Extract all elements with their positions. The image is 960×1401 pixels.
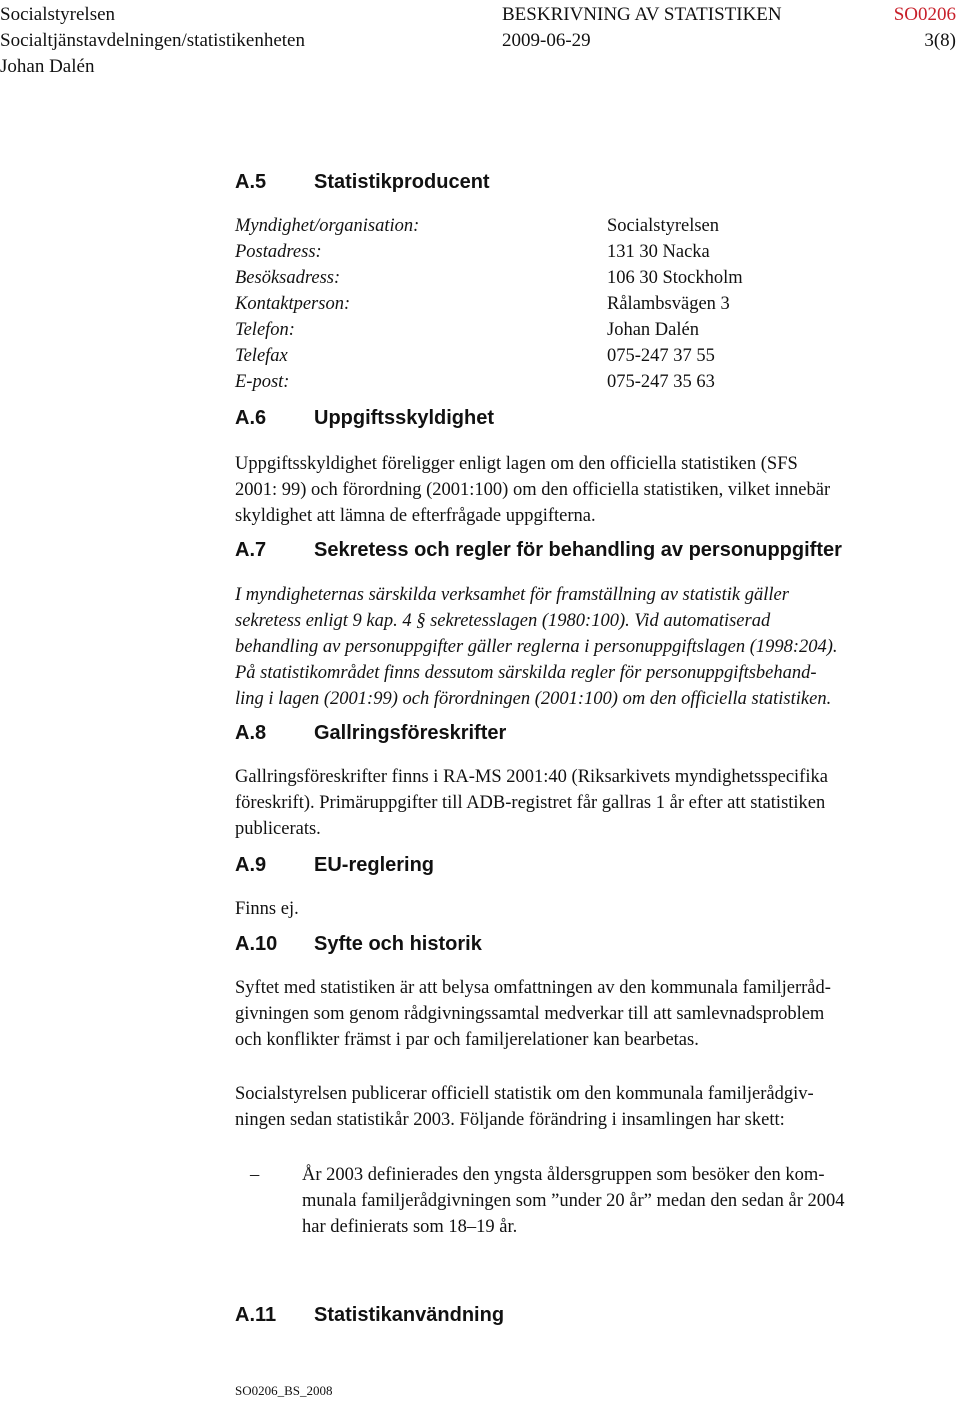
text-line: Syftet med statistiken är att belysa omfattningen av den kommunala familjerråd- (235, 978, 831, 998)
section-body-a9: Finns ej. (235, 899, 299, 919)
text-line: År 2003 definierades den yngsta åldersgruppen som besöker den kom- (302, 1165, 825, 1185)
section-title-a7: Sekretess och regler för behandling av personuppgifter (314, 539, 842, 561)
section-title-a6: Uppgiftsskyldighet (314, 407, 495, 429)
section-title-a9: EU-reglering (314, 854, 435, 876)
section-title-a5: Statistikproducent (314, 171, 490, 193)
text-line-part: sekretess enligt 9 kap. 4 § sekretesslagen (1980:100). (235, 611, 630, 631)
header-author: Johan Dalén (0, 56, 95, 77)
section-number-a9: A.9 (235, 854, 267, 876)
contact-label: E-post: (235, 372, 290, 392)
header-date: 2009-06-29 (502, 30, 591, 51)
footer-code: SO0206_BS_2008 (235, 1383, 333, 1398)
contact-value: Johan Dalén (607, 320, 699, 340)
header-page: 3(8) (924, 30, 956, 51)
text-line: I myndigheternas särskilda verksamhet för framställning av statistik gäller (235, 585, 789, 605)
bullet-item (302, 1162, 950, 1240)
text-line: föreskrift). Primäruppgifter till ADB-registret får gallras 1 år efter att statistiken (235, 793, 826, 813)
text-line: publicerats. (235, 819, 321, 839)
text-line: har definierats som 18–19 år. (302, 1217, 518, 1237)
section-number-a5: A.5 (235, 171, 267, 193)
text-line: ningen sedan statistikår 2003. Följande förändring i insamlingen har skett: (235, 1110, 785, 1130)
header-doc-type: BESKRIVNING AV STATISTIKEN (502, 4, 782, 25)
text-line: Gallringsföreskrifter finns i RA-MS 2001:40 (Riksarkivets myndighetsspecifika (235, 767, 828, 787)
section-number-a11: A.11 (235, 1304, 277, 1326)
text-line: skyldighet att lämna de efterfrågade uppgifterna. (235, 506, 596, 526)
text-line: Uppgiftsskyldighet föreligger enligt lagen om den officiella statistiken (SFS (235, 454, 798, 474)
text-line: och konflikter främst i par och familjerelationer kan bearbetas. (235, 1030, 699, 1050)
contact-label: Kontaktperson: (235, 294, 351, 314)
text-line: 2001: 99) och förordning (2001:100) om den officiella statistiken, vilket innebär (235, 480, 831, 500)
contact-value: Socialstyrelsen (607, 216, 720, 236)
text-line (235, 608, 945, 634)
section-body-a10-para1 (235, 975, 945, 1053)
section-number-a7: A.7 (235, 539, 267, 561)
section-body-a6 (235, 451, 945, 529)
header-unit: Socialtjänstavdelningen/statistikenheten (0, 30, 305, 51)
text-line: givningen som genom rådgivningssamtal medverkar till att samlevnadsproblem (235, 1004, 825, 1024)
header-doc-code: SO0206 (893, 4, 956, 25)
contact-label: Myndighet/organisation: (235, 216, 420, 236)
text-line: På statistikområdet finns dessutom särskilda regler för personuppgiftsbehand- (235, 663, 817, 683)
section-number-a10: A.10 (235, 933, 278, 955)
section-body-a8 (235, 764, 945, 842)
text-line: munala familjerådgivningen som ”under 20 år” medan den sedan år 2004 (302, 1191, 845, 1211)
contact-value: 131 30 Nacka (607, 242, 710, 262)
contact-label: Telefax (235, 346, 288, 366)
contact-value: Rålambsvägen 3 (607, 294, 730, 314)
contact-value: 106 30 Stockholm (607, 268, 743, 288)
section-title-a8: Gallringsföreskrifter (314, 722, 507, 744)
section-number-a6: A.6 (235, 407, 267, 429)
section-number-a8: A.8 (235, 722, 267, 744)
section-title-a11: Statistikanvändning (314, 1304, 505, 1326)
header-org: Socialstyrelsen (0, 4, 116, 25)
text-line: Socialstyrelsen publicerar officiell statistik om den kommunala familjerådgiv- (235, 1084, 814, 1104)
contact-label: Besöksadress: (235, 268, 341, 288)
section-body-a10-para2 (235, 1081, 945, 1133)
section-body-a7 (235, 582, 945, 712)
contact-label: Postadress: (235, 242, 322, 262)
text-line-part: Vid automatiserad (634, 611, 771, 631)
text-line: ling i lagen (2001:99) och förordningen (2001:100) om den officiella statistiken. (235, 689, 832, 709)
section-title-a10: Syfte och historik (314, 933, 482, 955)
contact-value: 075-247 35 63 (607, 372, 715, 392)
contact-value: 075-247 37 55 (607, 346, 715, 366)
text-line: behandling av personuppgifter gäller reglerna i personuppgiftslagen (1998:204). (235, 637, 838, 657)
bullet-dash: – (250, 1165, 260, 1185)
contact-label: Telefon: (235, 320, 295, 340)
